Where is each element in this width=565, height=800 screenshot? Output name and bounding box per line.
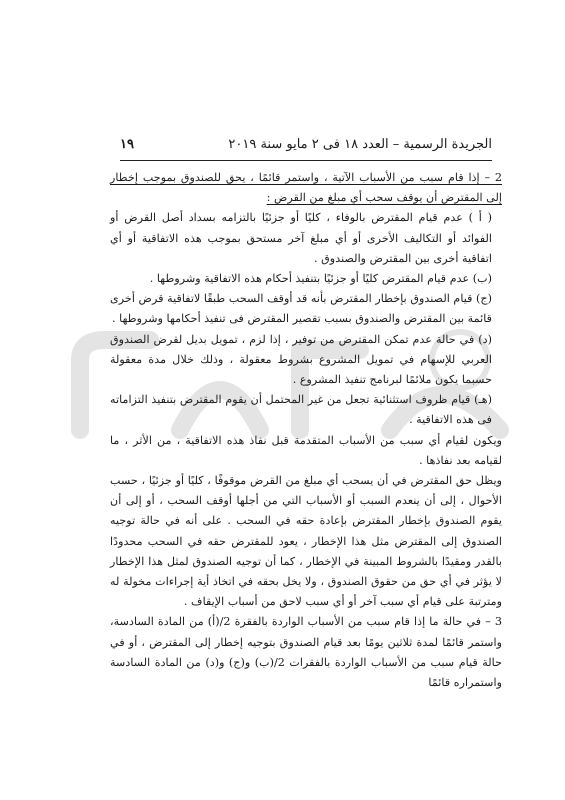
item-a: ( أ ) عدم قيام المقترض بالوفاء ، كليًا أو جزئيًا بالتزامه بسداد أصل القرض أو الفوائد أو التكاليف الأخرى أو أي مبلغ آخر مستحق بموجب هذه الاتفاقية أو أي اتفاقية أخرى بين المقترض والصندوق . [110,211,492,265]
item-b: (ب) عدم قيام المقترض كليًا أو جزئيًا بتنفيذ أحكام هذه الاتفاقية وشروطها . [149,272,492,286]
item-e: (هـ) قيام ظروف استثنائية تجعل من غير المحتمل أن يقوم المقترض بتنفيذ التزاماته فى هذه الاتفاقية . [110,393,492,427]
page-header [120,134,492,156]
page-number: ١٩ [120,137,134,152]
item-d: (د) في حالة عدم تمكن المقترض من توفير ، إذا لزم ، تمويل بديل لقرض الصندوق العربي للإسهام في تمويل المشروع بشروط معقولة ، وذلك خلال مدة معقولة حسبما يكون ملائمًا لبرنامج تنفيذ المشروع . [110,332,492,387]
paragraph-suspension: ويظل حق المقترض في أن يسحب أي مبلغ من القرض موقوفًا ، كليًا أو جزئيًا ، حسب الأحوال ، إلى أن ينعدم السبب أو الأسباب التي من أجلها أوقف السحب ، أو إلى أن يقوم الصندوق بإخطار المقترض بإعادة حقه في السحب . على أنه في حالة توجيه الصندوق إلى المقترض مثل هذا الإخطار ، يعود للمقترض حقه في السحب محدودًا بالقدر ومقيدًا بالشروط المبينة في الإخطار ، كما أن توجيه الصندوق لمثل هذا الإخطار لا يؤثر في أي حق من حقوق الصندوق ، ولا يخل بحقه في اتخاذ أية إجراءات مخولة له ومترتبة على قيام أي سبب آخر أو أي سبب لاحق من أسباب الإيقاف . [110,474,502,609]
gazette-title: الجريدة الرسمية – العدد ١٨ فى ٢ مايو سنة ٢٠١٩ [228,137,492,152]
paragraph-clause-2: 2 – إذا قام سبب من الأسباب الآتية ، واستمر قائمًا ، يحق للصندوق بموجب إخطار إلى المقترض أن يوقف سحب أي مبلغ من القرض : [110,171,502,205]
header-divider [120,160,492,161]
item-c: (ج) قيام الصندوق بإخطار المقترض بأنه قد أوقف السحب طبقًا لاتفاقية قرض أخرى قائمة بين المقترض والصندوق بسبب تقصير المقترض فى تنفيذ أحكامها وشروطها . [109,292,492,326]
article-body [110,168,502,693]
paragraph-clause-3: 3 – في حالة ما إذا قام سبب من الأسباب الواردة بالفقرة 2/(أ) من المادة السادسة، واستمر قائمًا لمدة ثلاثين يومًا بعد قيام الصندوق بتوجيه إخطار إلى المقترض ، أو في حالة قيام سبب من الأسباب الواردة بالفقرات 2/(ب) و(ج) و(د) من المادة السادسة واستمراره قائمًا [110,615,502,690]
paragraph-effect: ويكون لقيام أي سبب من الأسباب المتقدمة قبل نفاذ هذه الاتفاقية ، من الأثر ، ما لقيامه بعد نفاذها . [110,433,502,467]
